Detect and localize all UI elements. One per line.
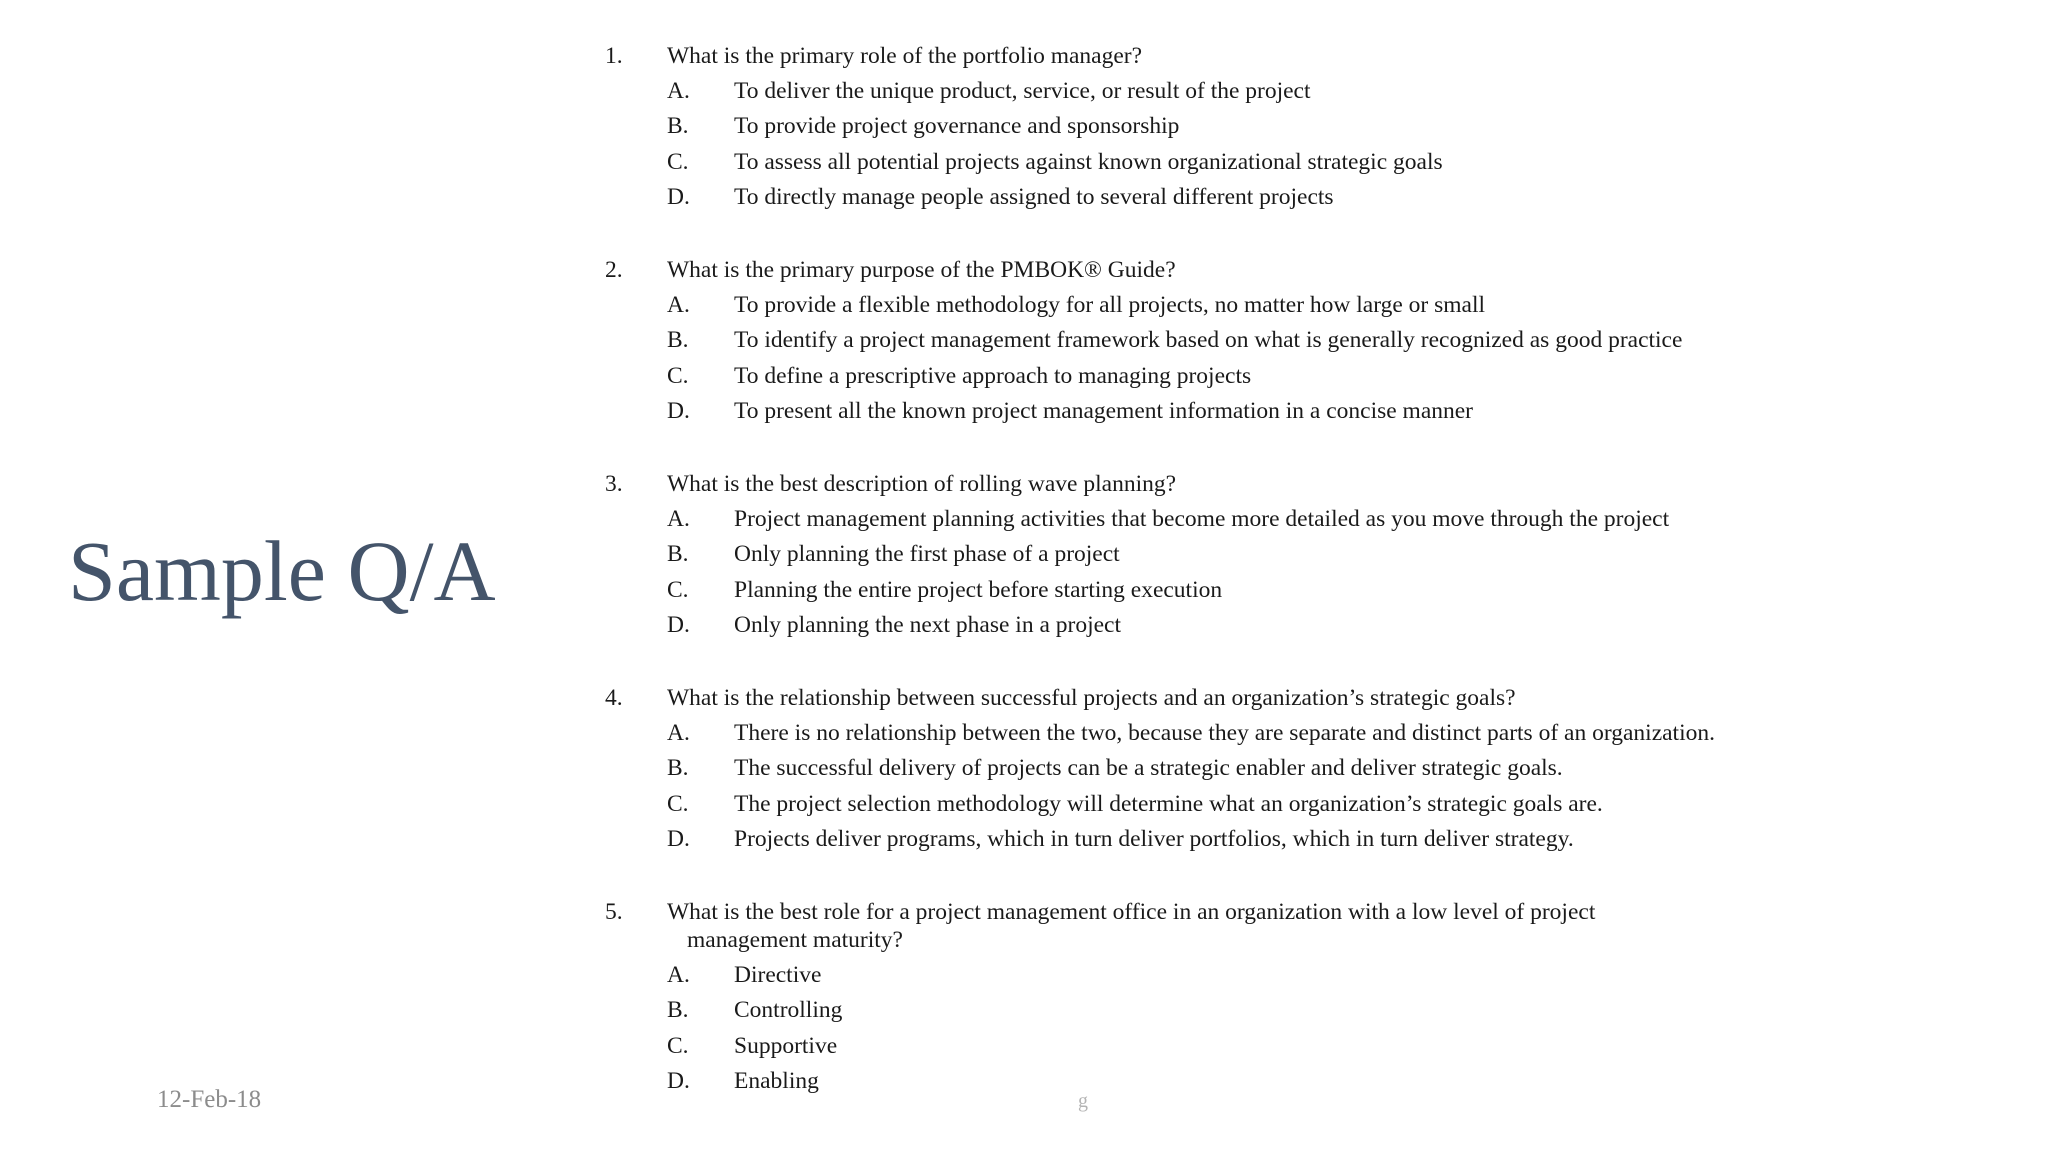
option-letter: B. [667,113,689,140]
option-letter: D. [667,1067,690,1094]
question-4 [578,680,1958,857]
answer-option [578,608,1958,643]
option-text: Projects deliver programs, which in turn deliver portfolios, which in turn deliver strategy. [734,825,1574,852]
option-letter: B. [667,755,689,782]
answer-option [578,1029,1958,1064]
question-text: What is the relationship between successful projects and an organization’s strategic goals? [667,685,1516,711]
answer-option [578,537,1958,572]
answer-option [578,573,1958,608]
answer-option [578,74,1958,109]
question-3 [578,466,1958,643]
option-letter: D. [667,611,690,638]
question-text-line-1: What is the best role for a project management office in an organization with a low level of project [667,899,1596,925]
question-number: 2. [605,257,623,283]
option-text: Supportive [734,1032,838,1059]
question-stem [578,466,1958,502]
option-text: To provide a flexible methodology for all projects, no matter how large or small [734,292,1486,318]
answer-option [578,751,1958,786]
option-text: Project management planning activities that become more detailed as you move through the project [734,506,1670,532]
option-text: Planning the entire project before starting execution [734,576,1223,603]
answer-option [578,1064,1958,1099]
answer-option [578,394,1958,429]
answer-option [578,109,1958,144]
answer-option [578,288,1958,323]
option-text: To provide project governance and sponsorship [734,113,1180,140]
option-text: To assess all potential projects against known organizational strategic goals [734,148,1443,175]
option-letter: A. [667,78,690,104]
slide-date: 12-Feb-18 [157,1086,262,1113]
question-number: 4. [605,685,623,711]
option-letter: A. [667,506,690,532]
option-text: There is no relationship between the two, because they are separate and distinct parts of an organization. [734,720,1715,746]
answer-option [578,180,1958,215]
question-stem [578,894,1958,958]
option-letter: C. [667,576,689,603]
answer-option [578,323,1958,358]
option-letter: A. [667,720,690,746]
option-text: To deliver the unique product, service, or result of the project [734,78,1311,104]
option-letter: D. [667,397,690,424]
question-2 [578,252,1958,429]
option-letter: C. [667,362,689,389]
option-text: The project selection methodology will determine what an organization’s strategic goals are. [734,790,1603,817]
option-letter: D. [667,183,690,210]
slide-title: Sample Q/A [68,523,496,619]
slide-footer: g [1078,1090,1088,1112]
option-text: To directly manage people assigned to several different projects [734,183,1334,210]
question-text: What is the best description of rolling wave planning? [667,471,1177,497]
option-text: Only planning the first phase of a project [734,541,1120,568]
question-stem [578,38,1958,74]
answer-option [578,993,1958,1028]
option-letter: A. [667,962,690,988]
option-letter: B. [667,541,689,568]
question-number: 1. [605,43,623,69]
option-letter: C. [667,1032,689,1059]
option-text: The successful delivery of projects can be a strategic enabler and deliver strategic goals. [734,755,1563,782]
question-stem [578,680,1958,716]
question-1 [578,38,1958,215]
answer-option [578,822,1958,857]
answer-option [578,787,1958,822]
option-text: To define a prescriptive approach to managing projects [734,362,1252,389]
option-letter: C. [667,790,689,817]
option-letter: B. [667,997,689,1024]
answer-option [578,145,1958,180]
question-text [667,894,1907,954]
option-letter: D. [667,825,690,852]
answer-option [578,716,1958,751]
option-text: To identify a project management framework based on what is generally recognized as good practice [734,327,1683,354]
option-text: To present all the known project management information in a concise manner [734,397,1474,424]
question-text: What is the primary role of the portfolio manager? [667,43,1143,69]
question-stem [578,252,1958,288]
question-text: What is the primary purpose of the PMBOK® Guide? [667,257,1176,283]
answer-option [578,359,1958,394]
answer-option [578,502,1958,537]
option-letter: B. [667,327,689,354]
answer-option [578,958,1958,993]
option-letter: C. [667,148,689,175]
question-number: 3. [605,471,623,497]
question-5 [578,894,1958,1099]
option-text: Directive [734,962,822,988]
option-text: Only planning the next phase in a project [734,611,1121,638]
question-number: 5. [605,899,623,925]
qa-content [578,28,1958,1103]
option-text: Controlling [734,997,843,1024]
option-letter: A. [667,292,690,318]
option-text: Enabling [734,1067,819,1094]
question-text-line-2: management maturity? [687,927,903,953]
